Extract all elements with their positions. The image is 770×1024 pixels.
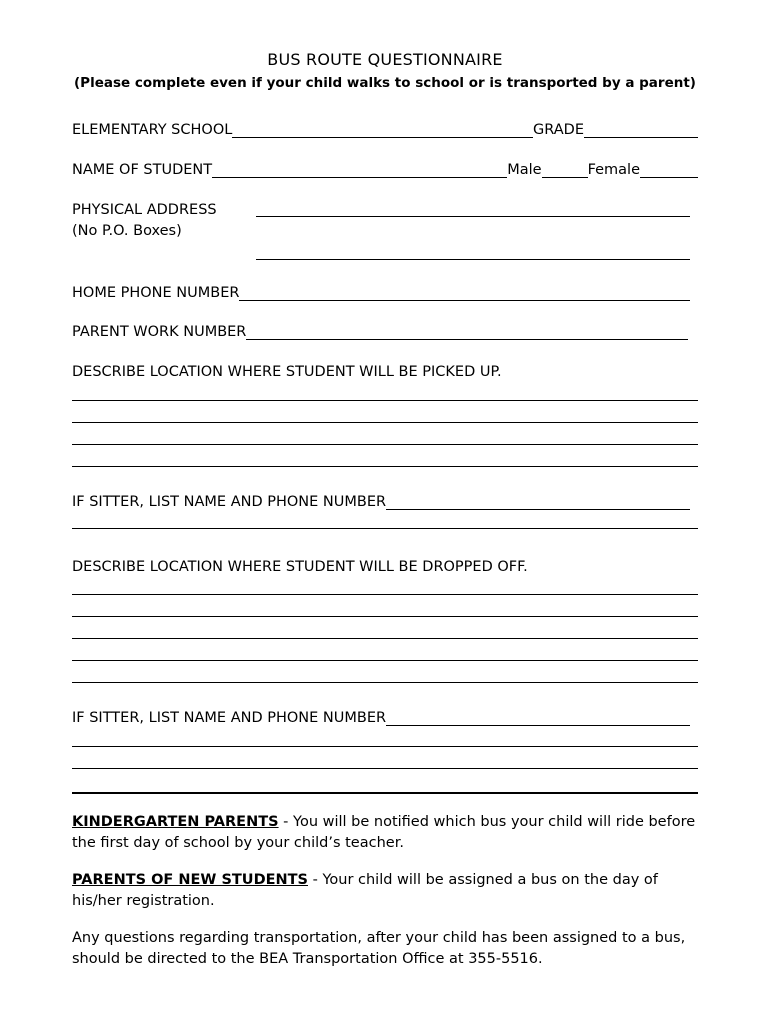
page-title: BUS ROUTE QUESTIONNAIRE (267, 50, 503, 69)
male-field[interactable] (542, 162, 588, 178)
work-phone-row (72, 318, 688, 340)
pickup-line-2[interactable] (72, 422, 698, 423)
address-line-1[interactable] (256, 216, 690, 217)
dropoff-row (72, 553, 698, 575)
sitter-field-2[interactable] (386, 710, 690, 726)
address-label: PHYSICAL ADDRESS (72, 202, 217, 218)
home-phone-row (72, 279, 690, 301)
student-name-field[interactable] (212, 162, 507, 178)
pickup-label: DESCRIBE LOCATION WHERE STUDENT WILL BE PICKED UP. (72, 364, 502, 380)
work-phone-field[interactable] (246, 324, 688, 340)
sitter-row-2 (72, 704, 690, 726)
sitter-line-2b[interactable] (72, 768, 698, 769)
sitter-row-1 (72, 488, 690, 510)
sitter-label-1: IF SITTER, LIST NAME AND PHONE NUMBER (72, 494, 387, 510)
school-row (72, 116, 698, 138)
address-line-2[interactable] (256, 259, 690, 260)
student-label: NAME OF STUDENT (72, 162, 213, 178)
questions-note: Any questions regarding transportation, after your child has been assigned to a bus, should be directed to the BEA Transportation Office at 355-5516. (72, 930, 686, 967)
dropoff-line-4[interactable] (72, 660, 698, 661)
female-field[interactable] (640, 162, 698, 178)
pickup-line-4[interactable] (72, 466, 698, 467)
home-phone-label: HOME PHONE NUMBER (72, 285, 240, 301)
male-label: Male (507, 162, 542, 178)
home-phone-field[interactable] (239, 285, 690, 301)
grade-label: GRADE (533, 122, 584, 138)
page-subtitle: (Please complete even if your child walks to school or is transported by a parent) (74, 75, 696, 91)
female-label: Female (587, 162, 640, 178)
kindergarten-text: - You will be notified which bus your child will ride before the first day of school by your child’s teacher. (72, 814, 696, 851)
dropoff-line-1[interactable] (72, 594, 698, 595)
pickup-line-1[interactable] (72, 400, 698, 401)
kindergarten-note (72, 812, 702, 854)
grade-field[interactable] (584, 122, 698, 138)
school-label: ELEMENTARY SCHOOL (72, 122, 233, 138)
student-row (72, 156, 698, 178)
pickup-line-3[interactable] (72, 444, 698, 445)
work-phone-label: PARENT WORK NUMBER (72, 324, 247, 340)
sitter-line-2a[interactable] (72, 746, 698, 747)
dropoff-label: DESCRIBE LOCATION WHERE STUDENT WILL BE DROPPED OFF. (72, 559, 528, 575)
sitter-label-2: IF SITTER, LIST NAME AND PHONE NUMBER (72, 710, 387, 726)
sitter-line-1[interactable] (72, 528, 698, 529)
new-students-heading: PARENTS OF NEW STUDENTS (72, 872, 308, 888)
new-students-text: - Your child will be assigned a bus on the day of his/her registration. (72, 872, 658, 909)
section-divider (72, 792, 698, 794)
dropoff-line-3[interactable] (72, 638, 698, 639)
sitter-field-1[interactable] (386, 494, 690, 510)
kindergarten-heading: KINDERGARTEN PARENTS (72, 814, 279, 830)
dropoff-line-2[interactable] (72, 616, 698, 617)
new-students-note (72, 870, 702, 912)
pickup-row (72, 358, 698, 380)
dropoff-line-5[interactable] (72, 682, 698, 683)
school-field[interactable] (232, 122, 533, 138)
address-note: (No P.O. Boxes) (72, 223, 182, 239)
